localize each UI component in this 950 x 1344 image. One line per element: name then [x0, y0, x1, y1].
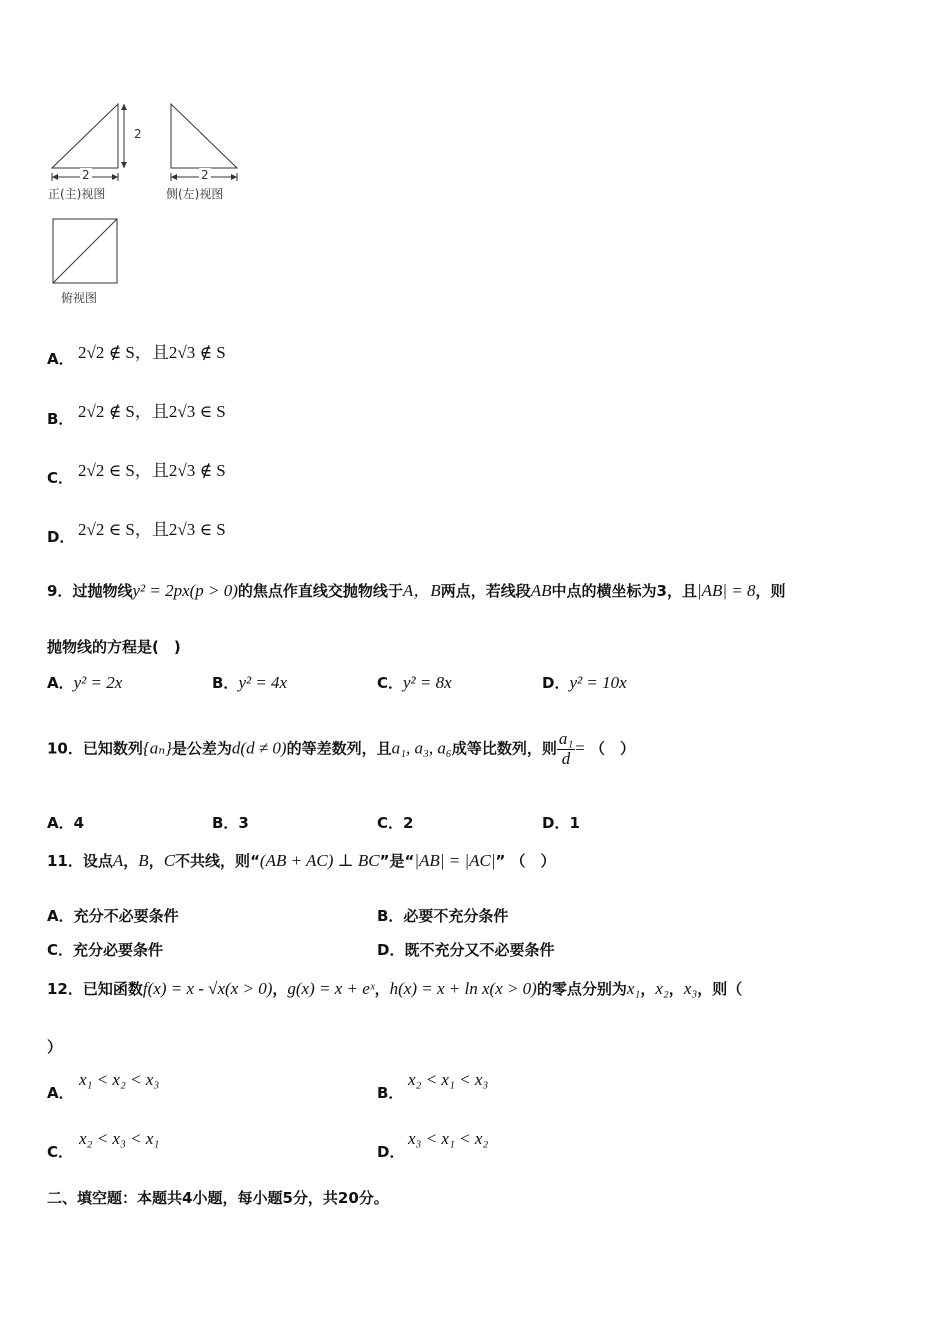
q8-option-b-label: B． — [47, 410, 74, 428]
q9-option-d: D．y² = 10x — [542, 673, 627, 692]
q8-option-c-label: C． — [47, 469, 74, 487]
q12-option-a: x₁ < x₂ < x₃ — [79, 1070, 160, 1089]
q12-option-a-label: A． — [47, 1084, 74, 1102]
q11-option-b: B．必要不充分条件 — [377, 907, 509, 925]
q11-option-a: A．充分不必要条件 — [47, 907, 179, 925]
q8-option-b: 2√2 ∉ S，且2√3 ∈ S — [78, 402, 226, 421]
q8-option-c: 2√2 ∈ S，且2√3 ∉ S — [78, 461, 226, 480]
top-view-caption: 俯视图 — [61, 291, 98, 305]
q12-option-c-label: C． — [47, 1143, 74, 1161]
q10-fraction: $\frac{\text{a₁}}{d}$ — [558, 729, 574, 768]
q11-option-c: C．充分必要条件 — [47, 941, 164, 959]
q10-option-b: B．3 — [212, 814, 249, 832]
q10-option-a: A．4 — [47, 814, 85, 832]
q9-option-b: B．y² = 4x — [212, 673, 288, 692]
three-view-figure — [40, 95, 260, 310]
dim-side-width: 2 — [201, 168, 209, 182]
side-view-triangle — [171, 104, 237, 168]
dim-front-height: 2 — [134, 127, 142, 141]
dim-front-width: 2 — [82, 168, 90, 182]
section-2-heading: 二、填空题：本题共4小题，每小题5分，共20分。 — [47, 1189, 389, 1207]
q9-option-a: A．y² = 2x — [47, 673, 123, 692]
question-12-line2: ） — [47, 1038, 63, 1056]
q8-option-d-label: D． — [47, 528, 75, 546]
q12-option-d-label: D． — [377, 1143, 405, 1161]
q12-option-c: x₂ < x₃ < x₁ — [79, 1129, 160, 1148]
front-view-caption: 正(主)视图 — [48, 187, 106, 201]
q9-option-c: C．y² = 8x — [377, 673, 452, 692]
q12-option-b-label: B． — [377, 1084, 404, 1102]
q12-option-d: x₃ < x₁ < x₂ — [408, 1129, 489, 1148]
question-9-line2: 抛物线的方程是( ) — [47, 638, 181, 656]
question-9-stem: 9．过抛物线y² = 2px(p > 0)的焦点作直线交抛物线于A，B两点，若线段AB中点的横坐标为3，且|AB| = 8，则 — [47, 581, 786, 600]
q8-option-a-label: A． — [47, 350, 74, 368]
question-12-stem: 12．已知函数f(x) = x - √x(x > 0)，g(x) = x + eˣ，h(x) = x + ln x(x > 0)的零点分别为x₁，x₂，x₃，则（ — [47, 979, 743, 998]
front-view-triangle — [52, 104, 118, 168]
side-view-caption: 侧(左)视图 — [166, 187, 224, 201]
q8-option-a: 2√2 ∉ S，且2√3 ∉ S — [78, 343, 226, 362]
q12-option-b: x₂ < x₁ < x₃ — [408, 1070, 489, 1089]
question-11-stem: 11．设点A，B，C不共线，则“(AB + AC) ⊥ BC”是“|AB| = |AC|” （ ） — [47, 851, 556, 870]
q8-option-d: 2√2 ∈ S，且2√3 ∈ S — [78, 520, 226, 539]
question-10-stem: 10．已知数列{aₙ}是公差为d(d ≠ 0)的等差数列，且a₁, a₃, a₆成等比数列，则 $\frac{\text{a₁}}{d}$ = （ ） — [47, 729, 635, 768]
q11-option-d: D．既不充分又不必要条件 — [377, 941, 555, 959]
q10-option-d: D．1 — [542, 814, 580, 832]
q10-option-c: C．2 — [377, 814, 414, 832]
